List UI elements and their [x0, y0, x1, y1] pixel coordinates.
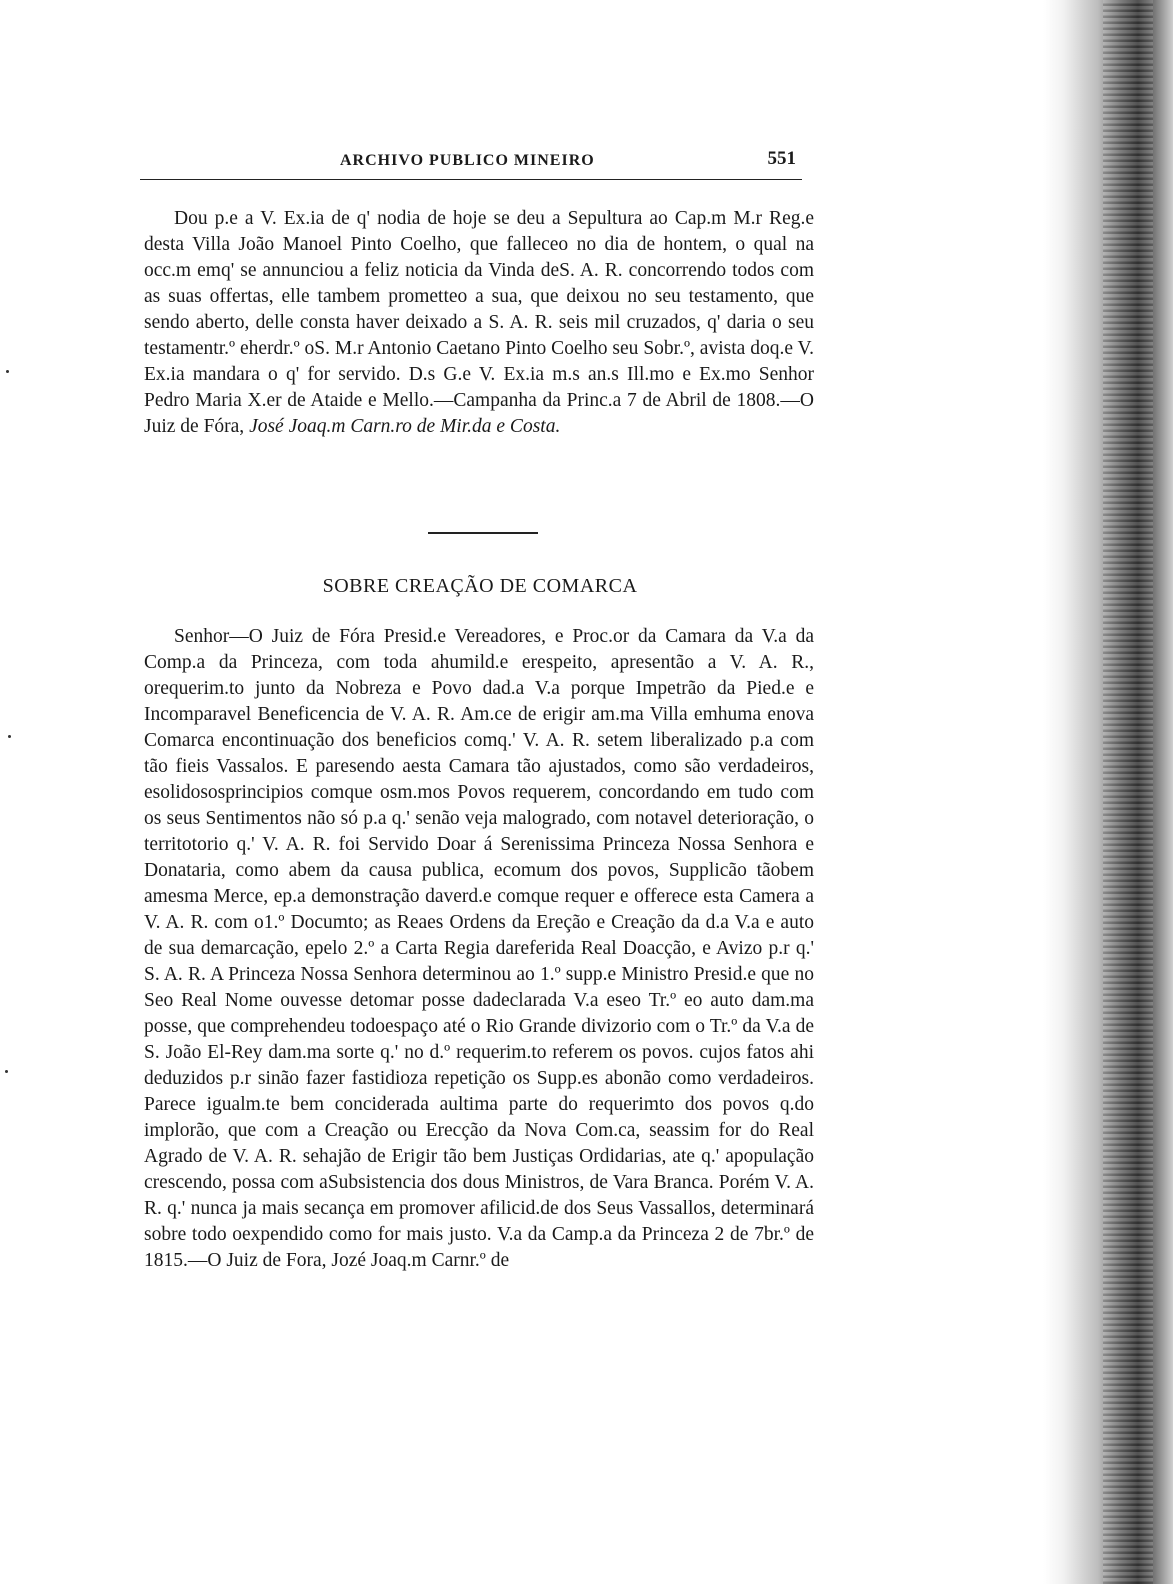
section-divider — [428, 532, 538, 534]
scan-speck — [6, 370, 9, 373]
scan-speck — [5, 1070, 8, 1073]
petition-paragraph: Senhor—O Juiz de Fóra Presid.e Vereadores, e Proc.or da Camara da V.a da Comp.a da Princeza, com toda ahumild.e erespeito, apresentão a V. A. R., orequerim.to junto da Nobreza e Povo dad.a V.a porque Impetrão da Pied.e e Incomparavel Beneficencia de V. A. R. Am.ce de erigir am.ma Villa emhuma enova Comarca encontinuação dos beneficios comq.' V. A. R. setem liberalizado p.a com tão fieis Vassalos. E paresendo aesta Camara tão ajustados, como são verdadeiros, esolidososprincipios comque osm.mos Povos requerem, concordando em tudo com os seus Sentimentos não só p.a q.' senão veja malogrado, com notavel deterioração, o territotorio q.' V. A. R. foi Servido Doar á Serenissima Princeza Nossa Senhora e Donataria, como abem da causa publica, ecomum dos povos, Supplicão tãobem amesma Merce, ep.a demonstração daverd.e comque requer e offerece esta Camera a V. A. R. com o1.º Documto; as Reaes Ordens da Ereção e Creação da d.a V.a e auto de sua demarcação, epelo 2.º a Carta Regia dareferida Real Doacção, e Avizo p.r q.' S. A. R. A Princeza Nossa Senhora determinou ao 1.º supp.e Ministro Presid.e que no Seo Real Nome ouvesse detomar posse dadeclarada V.a eseo Tr.º eo auto dam.ma posse, que comprehendeu todoespaço até o Rio Grande divizorio com o Tr.º da V.a de S. João El-Rey dam.ma sorte q.' no d.º requerim.to referem os povos. cujos fatos ahi deduzidos p.r sinão fazer fastidioza repetição os Supp.es abonão como verdadeiros. Parece igualm.te bem conciderada aultima parte do requerimto dos povos q.do implorão, que com a Creação ou Erecção da Nova Com.ca, seassim for do Real Agrado de V. A. R. sehajão de Erigir tão bem Justiças Ordidarias, ate q.' apopulação crescendo, possa com aSubsistencia dos dous Ministros, de Vara Branca. Porém V. A. R. q.' nunca ja mais secança em promover afilicid.de dos Seus Vassallos, determinará sobre todo oexpendido como for mais justo. V.a da Camp.a da Princeza 2 de 7br.º de 1815.—O Juiz de Fora, Jozé Joaq.m Carnr.º de — [144, 626, 814, 1271]
paragraph-body: Dou p.e a V. Ex.ia de q' nodia de hoje se deu a Sepultura ao Cap.m M.r Reg.e desta Villa João Manoel Pinto Coelho, que falleceo no dia de hontem, o qual na occ.m emq' se annunciou a feliz noticia da Vinda deS. A. R. concorrendo todos com as suas offertas, elle tambem prometteo a sua, que deixou no seu testamento, que sendo aberto, delle consta haver deixado a S. A. R. seis mil cruzados, q' daria o seu testamentr.º eherdr.º oS. M.r Antonio Caetano Pinto Coelho seu Sobr.º, avista doq.e V. Ex.ia mandara o q' for servido. D.s G.e V. Ex.ia m.s an.s Ill.mo e Ex.mo Senhor Pedro Maria X.er de Ataide e Mello.—Campanha da Princ.a 7 de Abril de 1808.—O Juiz de Fóra, — [144, 208, 814, 437]
signature: José Joaq.m Carn.ro de Mir.da e Costa. — [249, 416, 561, 437]
page-header — [140, 148, 800, 178]
spine-texture — [1103, 0, 1153, 1584]
scan-speck — [8, 735, 11, 738]
section-title: SOBRE CREAÇÃO DE COMARCA — [322, 575, 638, 597]
page-number: 551 — [767, 148, 796, 169]
header-rule — [140, 179, 802, 180]
running-head: ARCHIVO PUBLICO MINEIRO — [340, 152, 595, 169]
letter-paragraph — [144, 206, 814, 440]
